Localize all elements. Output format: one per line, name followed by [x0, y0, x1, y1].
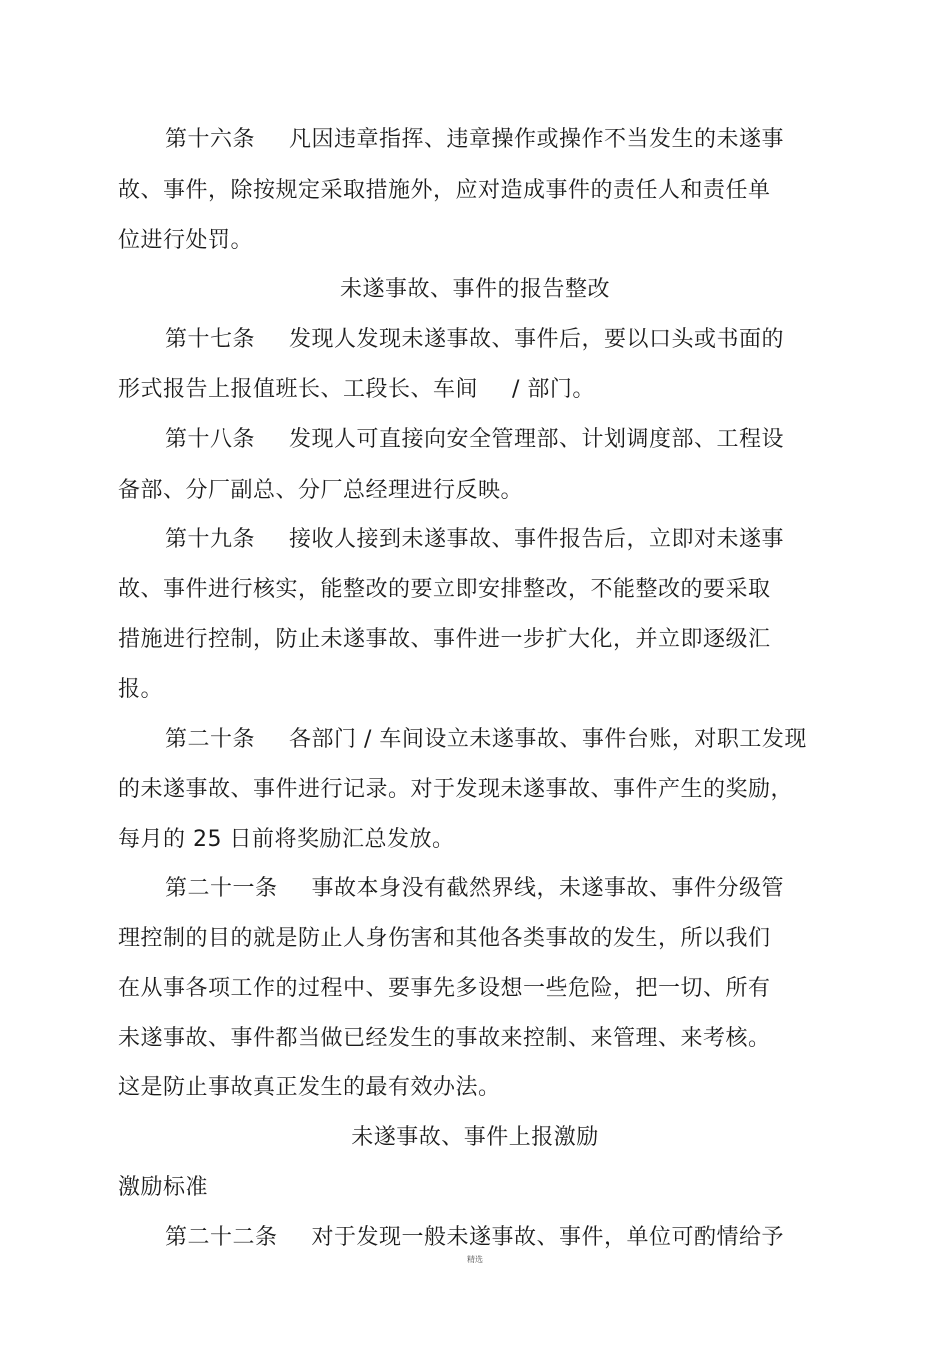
article-16-label: 第十六条 [165, 127, 256, 152]
article-21-line-2: 理控制的目的就是防止人身伤害和其他各类事故的发生，所以我们 [118, 926, 771, 951]
article-21-line-1 [165, 874, 784, 904]
article-17-line-2 [118, 375, 595, 405]
article-17-line-1 [165, 325, 784, 355]
article-19-line-1 [165, 525, 784, 555]
article-20-line-3: 每月的 25 日前将奖励汇总发放。 [118, 827, 455, 852]
subsection-heading-standard: 激励标准 [118, 1175, 209, 1200]
article-19-line-3: 措施进行控制，防止未遂事故、事件进一步扩大化，并立即逐级汇 [118, 627, 771, 652]
article-22-line-1 [165, 1223, 784, 1253]
article-16-text-1: 凡因违章指挥、违章操作或操作不当发生的未遂事 [289, 127, 785, 152]
article-19-line-4: 报。 [118, 677, 164, 702]
section-heading-incentive: 未遂事故、事件上报激励 [351, 1125, 599, 1150]
article-17-label: 第十七条 [165, 327, 256, 352]
article-20-line-1 [165, 725, 807, 755]
article-20-text-1: 各部门 / 车间设立未遂事故、事件台账，对职工发现 [289, 727, 807, 752]
article-17-text-2b: / 部门。 [512, 377, 595, 402]
article-21-label: 第二十一条 [165, 876, 278, 901]
article-20-label: 第二十条 [165, 727, 256, 752]
article-19-line-2: 故、事件进行核实，能整改的要立即安排整改，不能整改的要采取 [118, 577, 771, 602]
article-19-label: 第十九条 [165, 527, 256, 552]
article-22-text-1: 对于发现一般未遂事故、事件，单位可酌情给予 [311, 1225, 785, 1250]
article-20-line-2: 的未遂事故、事件进行记录。对于发现未遂事故、事件产生的奖励， [118, 777, 794, 802]
page-footer-mark: 精选 [467, 1255, 483, 1264]
article-18-label: 第十八条 [165, 427, 256, 452]
article-18-line-1 [165, 425, 784, 455]
article-21-line-4: 未遂事故、事件都当做已经发生的事故来控制、来管理、来考核。 [118, 1026, 771, 1051]
article-16-line-1 [165, 125, 784, 155]
section-heading-report: 未遂事故、事件的报告整改 [339, 277, 610, 302]
article-18-line-2: 备部、分厂副总、分厂总经理进行反映。 [118, 478, 524, 503]
article-21-text-1: 事故本身没有截然界线，未遂事故、事件分级管 [311, 876, 785, 901]
article-19-text-1: 接收人接到未遂事故、事件报告后，立即对未遂事 [289, 527, 785, 552]
article-17-text-2a: 形式报告上报值班长、工段长、车间 [118, 377, 479, 402]
article-22-label: 第二十二条 [165, 1225, 278, 1250]
article-21-line-5: 这是防止事故真正发生的最有效办法。 [118, 1075, 501, 1100]
article-16-line-3: 位进行处罚。 [118, 228, 254, 253]
article-17-text-1: 发现人发现未遂事故、事件后，要以口头或书面的 [289, 327, 785, 352]
article-18-text-1: 发现人可直接向安全管理部、计划调度部、工程设 [289, 427, 785, 452]
article-16-line-2: 故、事件，除按规定采取措施外，应对造成事件的责任人和责任单 [118, 178, 771, 203]
article-21-line-3: 在从事各项工作的过程中、要事先多设想一些危险，把一切、所有 [118, 976, 771, 1001]
